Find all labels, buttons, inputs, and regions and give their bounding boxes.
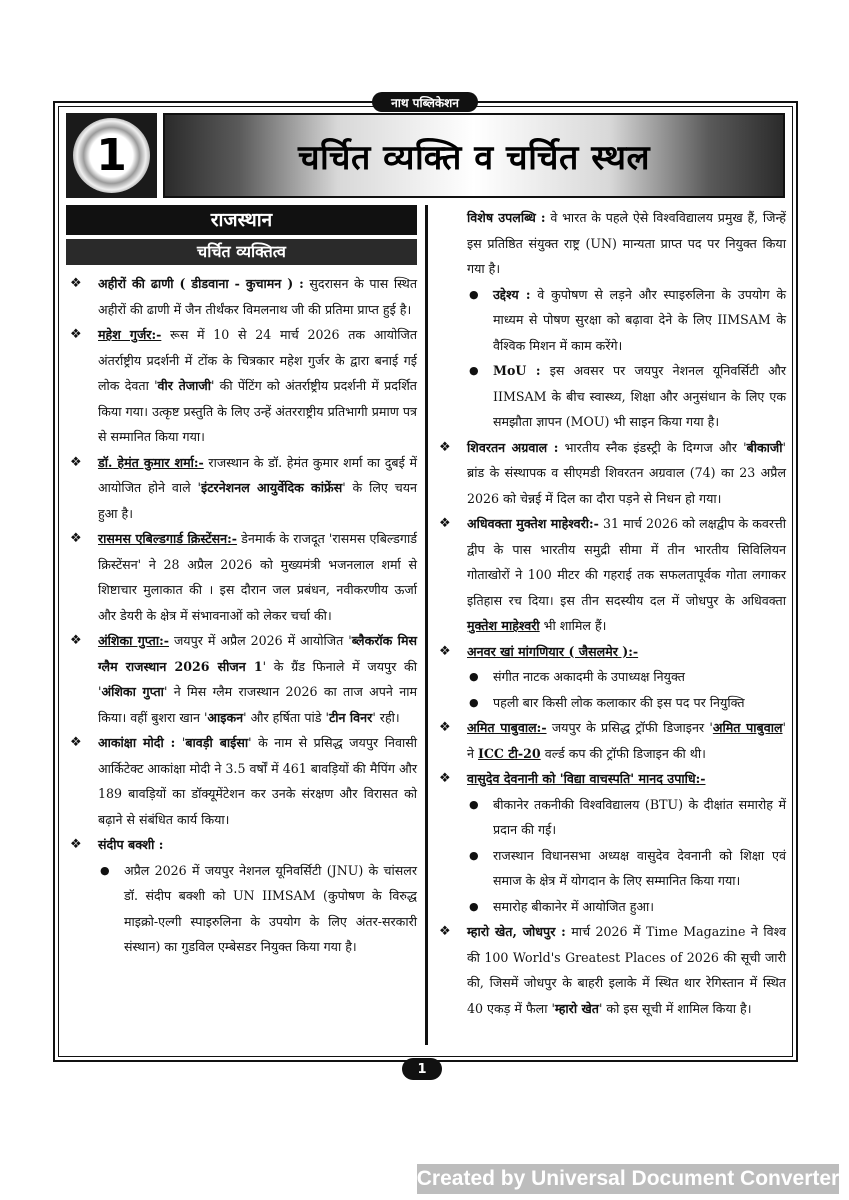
- entry-bold: वीर तेजाजी: [157, 378, 211, 393]
- entry-text: भी शामिल हैं।: [539, 618, 607, 633]
- section-subtitle: चर्चित व्यक्तित्व: [66, 239, 417, 265]
- entry-text: ' के नाम से प्रसिद्ध जयपुर निवासी आर्किटेक्ट आकांक्षा मोदी ने 3.5 वर्षों में 461 बावड़ियों की मैपिंग और 189 बावड़ियों का डॉक्यूमेंटेशन कर उनके संरक्षण और विरासत को बढ़ाने से संबंधित कार्य किया।: [98, 735, 417, 827]
- entry-heading: महेश गुर्जर:-: [98, 327, 162, 342]
- bullet-uddeshya: [435, 282, 786, 359]
- entry-bold: ICC टी-20: [478, 745, 541, 761]
- entry-text: डेनमार्क के राजदूत 'रासमस एबिल्डगार्ड क्रिस्टेंसन' ने 28 अप्रैल 2026 को मुख्यमंत्री भजनलाल शर्मा से शिष्टाचार मुलाकात की । इस दौरान जल प्रबंधन, नवीकरणीय ऊर्जा और डेयरी के क्षेत्र में संभावनाओं को लेकर चर्चा की।: [98, 531, 418, 623]
- entry-akanksha-modi: [66, 730, 417, 832]
- chapter-title-banner: [163, 113, 785, 198]
- entry-heading: अहीरों की ढाणी ( डीडवाना - कुचामन ) :: [98, 276, 304, 291]
- entry-text: रूस में 10 से 24 मार्च 2026 तक आयोजित अंतर्राष्ट्रीय प्रदर्शनी में टोंक के चित्रकार महेश गुर्जर के द्वारा बनाई गई लोक देवता ': [98, 327, 417, 393]
- entry-text: वर्ल्ड कप की ट्रॉफी डिजाइन की थी।: [540, 745, 706, 761]
- entry-text: जयपुर के प्रसिद्ध ट्रॉफी डिजाइनर ': [546, 720, 713, 735]
- chapter-number: 1: [96, 130, 127, 181]
- entry-anshika-gupta: [66, 628, 417, 730]
- entry-anwar-khan: [435, 639, 786, 665]
- entry-hemant-sharma: [66, 450, 417, 527]
- entry-shivratan-agrawal: [435, 435, 786, 512]
- entry-text: इस अवसर पर जयपुर नेशनल यूनिवर्सिटी और IIMSAM के बीच स्वास्थ्य, शिक्षा और अनुसंधान के लिए एक समझौता ज्ञापन (MOU) भी साइन किया गया है।: [493, 363, 787, 429]
- page-number-badge: 1: [402, 1058, 442, 1080]
- entry-heading: अनवर खां मांगणियार ( जैसलमेर ):-: [467, 643, 639, 659]
- entry-bold: टीन विनर: [328, 709, 373, 725]
- bullet-vasudev-3: ● समारोह बीकानेर में आयोजित हुआ।: [435, 894, 786, 920]
- entry-vishesh-uplabdhi: [435, 205, 786, 282]
- entry-heading: संदीप बक्शी :: [98, 837, 164, 852]
- column-divider: [425, 205, 428, 1045]
- entry-heading: म्हारो खेत, जोधपुर :: [467, 924, 566, 939]
- entry-text: भारतीय स्नैक इंडस्ट्री के दिग्गज और ': [558, 439, 747, 455]
- entry-amit-pabuwal: [435, 715, 786, 766]
- bullet-anwar-2: ● पहली बार किसी लोक कलाकार की इस पद पर नियुक्ति: [435, 690, 786, 716]
- bullet-sandeep-bakshi: ● अप्रैल 2026 में जयपुर नेशनल यूनिवर्सिटी (JNU) के चांसलर डॉ. संदीप बक्शी को UN IIMSAM (कुपोषण के विरुद्ध माइक्रो-एल्गी स्पाइरुलिना के उपयोग के लिए अंतर-सरकारी संस्थान) का गुडविल एम्बेसडर नियुक्त किया गया है।: [66, 858, 417, 960]
- entry-text: वे कुपोषण से लड़ने और स्पाइरुलिना के उपयोग के माध्यम से पोषण सुरक्षा को बढ़ावा देने के लिए IIMSAM के वैश्विक मिशन में काम करेंगे।: [493, 286, 787, 353]
- entry-bold: ब्लैकरॉक मिस ग्लैम राजस्थान 2026 सीजन 1: [98, 633, 417, 674]
- bullet-mou: [435, 358, 786, 435]
- entry-text: ' ब्रांड के संस्थापक व सीएमडी शिवरतन अग्रवाल (74) का 23 अप्रैल 2026 को चेन्नई में दिल का दौरा पड़ने से निधन हो गया।: [467, 439, 786, 506]
- entry-text: सुदरासन के पास स्थित अहीरों की ढाणी में जैन तीर्थंकर विमलनाथ जी की प्रतिमा प्राप्त हुई है।: [98, 276, 417, 317]
- entry-ahiron-ki-dhani: [66, 271, 417, 322]
- entry-bold: अमित पाबुवाल: [712, 720, 783, 735]
- entry-mahesh-gurjar: [66, 322, 417, 450]
- entry-mharo-khet: [435, 919, 786, 1021]
- entry-sandeep-bakshi: [66, 832, 417, 858]
- entry-text: ': [175, 735, 186, 750]
- entry-bold: इंटरनेशनल आयुर्वेदिक कांफ्रेंस: [201, 480, 343, 495]
- entry-heading: विशेष उपलब्धि :: [467, 210, 546, 225]
- right-column: [435, 205, 786, 1021]
- section-state-heading: राजस्थान: [66, 205, 417, 235]
- entry-text: ' को इस सूची में शामिल किया है।: [598, 1000, 752, 1016]
- entry-heading: अंशिका गुप्ता:-: [98, 633, 169, 648]
- entry-heading: रासमस एबिल्डगार्ड क्रिस्टेंसन:-: [98, 531, 238, 546]
- entry-text: ' के ग्रैंड फिनाले में जयपुर की ': [98, 658, 417, 699]
- entry-vasudev-devnani: [435, 766, 786, 792]
- entry-rasmus: [66, 526, 417, 628]
- left-column: [66, 205, 417, 960]
- bullet-anwar-1: ● संगीत नाटक अकादमी के उपाध्यक्ष नियुक्त: [435, 664, 786, 690]
- entry-text: ' की पेंटिंग को अंतर्राष्ट्रीय प्रदर्शनी में प्रदर्शित किया गया। उत्कृष्ट प्रस्तुति के लिए उन्हें अंतरराष्ट्रीय प्रतिभागी प्रमाण पत्र से सम्मानित किया गया।: [98, 378, 417, 444]
- bullet-vasudev-2: ● राजस्थान विधानसभा अध्यक्ष वासुदेव देवनानी को शिक्षा एवं समाज के क्षेत्र में योगदान के लिए सम्मानित किया गया।: [435, 843, 786, 894]
- entry-heading: उद्देश्य :: [493, 286, 531, 302]
- entry-heading: डॉ. हेमंत कुमार शर्मा:-: [98, 454, 204, 470]
- entry-text: 31 मार्च 2026 को लक्षद्वीप के कवरत्ती द्वीप के पास भारतीय समुद्री सीमा में तीन भारतीय सिविलियन गोताखोरों ने 100 मीटर की गहराई तक सफलतापूर्वक गोता लगाकर इतिहास रच दिया। इस तीन सदस्यीय दल में जोधपुर के अधिवक्ता: [467, 516, 786, 608]
- entry-muktesh-maheshwari: [435, 511, 786, 639]
- entry-bold: अंशिका गुप्ता: [101, 684, 164, 699]
- chapter-title: चर्चित व्यक्ति व चर्चित स्थल: [297, 137, 651, 178]
- entry-text: मार्च 2026 में Time Magazine ने विश्व की 100 World's Greatest Places of 2026 की सूची जारी की, जिसमें जोधपुर के बाहरी इलाके में स्थित थार रेगिस्तान में स्थित 40 एकड़ में फैला ': [467, 924, 786, 1016]
- entry-bold: मुक्तेश माहेश्वरी: [467, 618, 540, 633]
- entry-heading: वासुदेव देवनानी को 'विद्या वाचस्पति' मानद उपाधि:-: [467, 771, 706, 786]
- entry-text: जयपुर में अप्रैल 2026 में आयोजित ': [169, 633, 352, 648]
- entry-text: ' और हर्षिता पांडे ': [243, 709, 329, 725]
- entry-heading: अधिवक्ता मुक्तेश माहेश्वरी:-: [467, 516, 599, 531]
- chapter-number-box: [66, 113, 157, 198]
- entry-text: ' ने: [467, 720, 786, 761]
- entry-text: राजस्थान के डॉ. हेमंत कुमार शर्मा का दुबई में आयोजित होने वाले ': [98, 454, 417, 495]
- entry-heading: अमित पाबुवाल:-: [467, 720, 547, 735]
- entry-bold: म्हारो खेत: [554, 1000, 599, 1016]
- publisher-label: नाथ पब्लिकेशन: [372, 92, 478, 112]
- entry-text: वे भारत के पहले ऐसे विश्वविद्यालय प्रमुख हैं, जिन्हें इस प्रतिष्ठित संयुक्त राष्ट्र (UN) मान्यता प्राप्त पद पर नियुक्त किया गया है।: [467, 210, 786, 276]
- entry-heading: MoU :: [493, 363, 541, 378]
- entry-text: ' के लिए चयन हुआ है।: [98, 480, 417, 521]
- entry-bold: बावड़ी बाईसा: [185, 735, 249, 750]
- entry-bold: बीकाजी: [746, 439, 783, 455]
- watermark-banner: Created by Universal Document Converter: [417, 1164, 839, 1194]
- entry-text: ' रही।: [372, 709, 400, 725]
- chapter-disc: [73, 118, 150, 193]
- entry-bold: आइकन: [207, 709, 244, 725]
- bullet-vasudev-1: ● बीकानेर तकनीकी विश्वविद्यालय (BTU) के दीक्षांत समारोह में प्रदान की गई।: [435, 792, 786, 843]
- entry-heading: शिवरतन अग्रवाल :: [467, 439, 559, 455]
- entry-heading: आकांक्षा मोदी :: [98, 735, 176, 750]
- entry-text: ' ने मिस ग्लैम राजस्थान 2026 का ताज अपने नाम किया। वहीं बुशरा खान ': [98, 684, 417, 725]
